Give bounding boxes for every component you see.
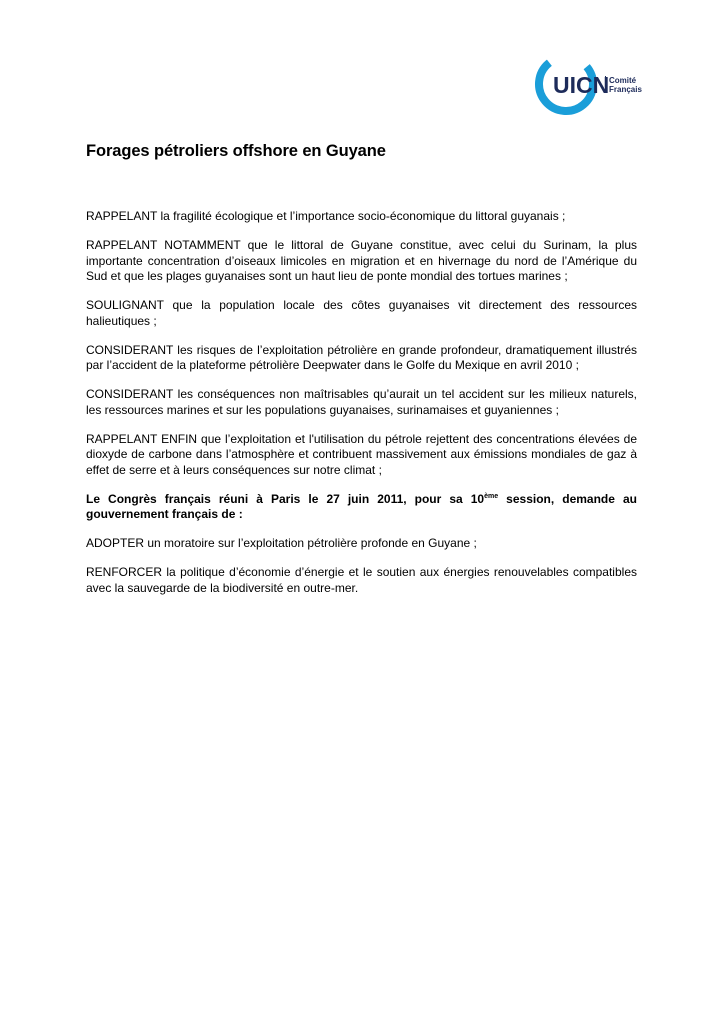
uicn-logo-icon	[534, 52, 646, 116]
paragraph-considerant-risques: CONSIDERANT les risques de l’exploitation pétrolière en grande profondeur, dramatiquement illustrés par l’accident de la plateforme pétrolière Deepwater dans le Golfe du Mexique en avril 2010 ;	[86, 342, 637, 372]
paragraph-soulignant: SOULIGNANT que la population locale des côtes guyanaises vit directement des ressources halieutiques ;	[86, 298, 637, 328]
action-renforcer: RENFORCER la politique d’économie d’énergie et le soutien aux énergies renouvelables compatibles avec la sauvegarde de la biodiversité en outre-mer.	[86, 565, 637, 595]
logo-wordmark: UICN	[553, 72, 610, 98]
paragraph-rappelant-enfin: RAPPELANT ENFIN que l’exploitation et l'utilisation du pétrole rejettent des concentrations élevées de dioxyde de carbone dans l’atmosphère et contribuent massivement aux émissions mondiales de gaz à effet de serre et à leurs conséquences sur notre climat ;	[86, 431, 637, 477]
action-adopter: ADOPTER un moratoire sur l’exploitation pétrolière profonde en Guyane ;	[86, 536, 477, 550]
logo-line2: Français	[609, 85, 642, 94]
paragraph-rappelant-notamment: RAPPELANT NOTAMMENT que le littoral de Guyane constitue, avec celui du Surinam, la plus importante concentration d’oiseaux limicoles en migration et en hivernage du nord de l’Amérique du Sud et que les plages guyanaises sont un haut lieu de ponte mondial des tortues marines ;	[86, 238, 637, 283]
uicn-logo	[534, 52, 646, 116]
resolution-after: session, demande au gouvernement français de :	[86, 491, 637, 521]
resolution-statement	[86, 492, 637, 523]
paragraph-rappelant: RAPPELANT la fragilité écologique et l’importance socio-économique du littoral guyanais ;	[86, 209, 566, 223]
page-title: Forages pétroliers offshore en Guyane	[86, 142, 386, 160]
document-body	[86, 209, 637, 610]
paragraph-considerant-consequences: CONSIDERANT les conséquences non maîtrisables qu’aurait un tel accident sur les milieux naturels, les ressources marines et sur les populations guyanaises, surinamaises et guyaniennes ;	[86, 387, 637, 417]
resolution-superscript: ème	[484, 492, 499, 500]
resolution-before: Le Congrès français réuni à Paris le 27 juin 2011, pour sa 10	[86, 491, 485, 506]
logo-line1: Comité	[609, 76, 637, 85]
